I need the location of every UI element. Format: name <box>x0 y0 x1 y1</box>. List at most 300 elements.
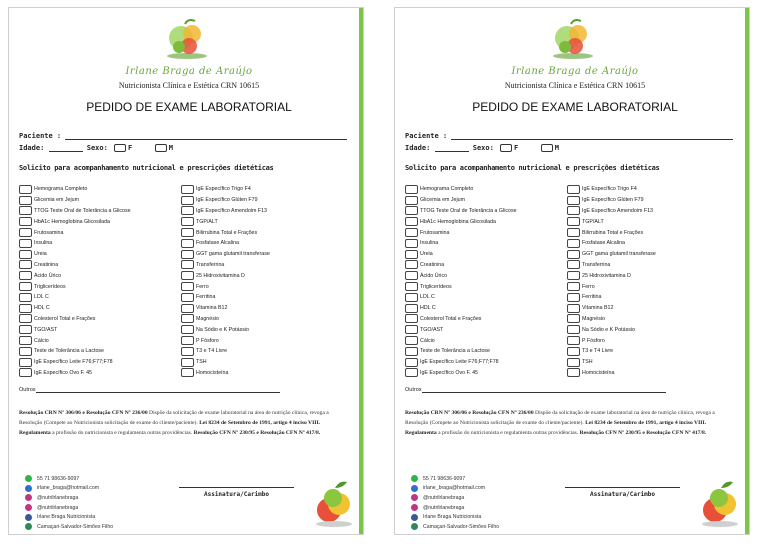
exam-label: HDL C <box>34 305 50 312</box>
exam-label: Magnésio <box>196 315 219 322</box>
legal-reference: Resolução CRN Nº 306/06 e Resolução CFN Nº 236/00 <box>405 410 534 416</box>
exam-item[interactable] <box>19 270 131 281</box>
exam-item[interactable] <box>19 216 131 227</box>
exam-item[interactable] <box>567 227 656 238</box>
exam-item[interactable] <box>181 184 270 195</box>
exam-label: Homocisteína <box>582 369 615 376</box>
brand-logo-icon <box>159 16 215 60</box>
exam-checkbox[interactable] <box>181 368 194 377</box>
paciente-field <box>19 132 347 140</box>
exam-label: Na Sódio e K Potássio <box>196 326 249 333</box>
exam-label: LDL C <box>34 294 49 301</box>
sexo-m-checkbox[interactable] <box>541 144 553 152</box>
exam-checkbox[interactable] <box>405 260 418 269</box>
exam-label: Ácido Úrico <box>34 272 62 279</box>
exam-item[interactable] <box>181 357 270 368</box>
exam-label: Magnésio <box>582 315 605 322</box>
outros-line[interactable] <box>36 387 280 393</box>
exam-checkbox[interactable] <box>567 314 580 323</box>
exam-item[interactable] <box>181 238 270 249</box>
signature-line: Assinatura/Carimbo <box>565 487 680 498</box>
contact-list <box>411 474 499 532</box>
exam-checkbox[interactable] <box>181 260 194 269</box>
exam-checkbox[interactable] <box>567 282 580 291</box>
exam-checkbox[interactable] <box>405 325 418 334</box>
exam-checkbox[interactable] <box>405 185 418 194</box>
exam-checkbox[interactable] <box>567 185 580 194</box>
exam-label: IgE Específico Ovo F. 45 <box>420 369 478 376</box>
legal-law: Lei 8234 de Setembro de 1991, artigo 4 inciso VIII. Regulamenta <box>405 420 707 436</box>
paciente-label: Paciente : <box>405 132 448 140</box>
instagram-icon <box>25 504 32 511</box>
exam-checkbox[interactable] <box>19 239 32 248</box>
legal-text-1: Dispõe da solicitação de exame laboratorial na área de nutrição clínica, revoga a Resolução (Compete ao Nutricionista solicitação de exame do cliente/paciente). <box>405 410 715 426</box>
exam-label: Glicemia em Jejum <box>34 197 80 204</box>
exam-item[interactable] <box>19 335 131 346</box>
exam-item[interactable] <box>19 206 131 217</box>
exam-item[interactable] <box>567 184 656 195</box>
exam-checkbox[interactable] <box>19 228 32 237</box>
exam-label: Frutosamina <box>420 229 450 236</box>
exam-item[interactable] <box>19 324 131 335</box>
exam-checkbox[interactable] <box>405 347 418 356</box>
contact-text: Irlane Braga Nutricionista <box>37 514 96 521</box>
exam-item[interactable] <box>405 335 517 346</box>
exam-item[interactable] <box>181 270 270 281</box>
exam-item[interactable] <box>567 303 656 314</box>
exam-item[interactable] <box>405 249 517 260</box>
exam-item[interactable] <box>567 335 656 346</box>
legal-reference: Resolução CRN Nº 306/06 e Resolução CFN Nº 236/00 <box>19 410 148 416</box>
exam-checkbox[interactable] <box>19 304 32 313</box>
exam-label: Insulina <box>34 240 53 247</box>
exam-item[interactable] <box>567 195 656 206</box>
exam-checkbox[interactable] <box>19 325 32 334</box>
exam-checkbox[interactable] <box>567 228 580 237</box>
exam-label: Triglicerídeos <box>420 283 452 290</box>
exam-label: T3 e T4 Livre <box>196 348 228 355</box>
exam-item[interactable] <box>567 260 656 271</box>
exam-label: IgE Específico Trigo F4 <box>582 186 637 193</box>
exam-checkbox[interactable] <box>567 196 580 205</box>
exam-item[interactable] <box>567 314 656 325</box>
exam-checkbox[interactable] <box>181 239 194 248</box>
contact-text: @nutrilrlanebraga <box>423 504 465 511</box>
exam-checkbox[interactable] <box>19 217 32 226</box>
exam-item[interactable] <box>181 206 270 217</box>
exam-item[interactable] <box>405 368 517 379</box>
exam-checkbox[interactable] <box>19 206 32 215</box>
exam-checkbox[interactable] <box>405 358 418 367</box>
outros-line[interactable] <box>422 387 666 393</box>
exam-label: Hemograma Completo <box>34 186 88 193</box>
brand-logo-icon <box>545 16 601 60</box>
exam-label: Ureia <box>420 251 433 258</box>
exam-label: Ureia <box>34 251 47 258</box>
prescription-sheet-right <box>394 7 750 535</box>
exam-item[interactable] <box>405 346 517 357</box>
exam-label: Colesterol Total e Frações <box>34 315 96 322</box>
exam-label: Ferro <box>582 283 595 290</box>
instagram-icon <box>411 494 418 501</box>
exam-label: Transferrina <box>196 261 225 268</box>
exam-item[interactable] <box>19 227 131 238</box>
exam-label: TSH <box>196 359 207 366</box>
exam-label: Ácido Úrico <box>420 272 448 279</box>
exam-label: TGO/AST <box>420 326 444 333</box>
exam-label: Glicemia em Jejum <box>420 197 466 204</box>
exam-item[interactable] <box>567 292 656 303</box>
exam-item[interactable] <box>19 281 131 292</box>
sexo-m-checkbox[interactable] <box>155 144 167 152</box>
exam-checkbox[interactable] <box>567 358 580 367</box>
exam-item[interactable] <box>567 249 656 260</box>
exam-label: IgE Específico Leite F76;F77;F78 <box>34 359 113 366</box>
exam-label: Fosfatase Alcalina <box>196 240 239 247</box>
exam-item[interactable] <box>405 281 517 292</box>
contact-list <box>25 474 113 532</box>
exam-checkbox[interactable] <box>19 196 32 205</box>
exam-label: P Fósforo <box>582 337 605 344</box>
facebook-icon <box>25 514 32 521</box>
exam-checkbox[interactable] <box>19 293 32 302</box>
exam-checkbox[interactable] <box>181 304 194 313</box>
exam-label: IgE Específico Ovo F. 45 <box>34 369 92 376</box>
sexo-m-label: M <box>168 144 173 152</box>
exam-label: IgE Específico Amendoim F13 <box>196 207 267 214</box>
exam-column-right <box>567 184 656 378</box>
exam-checkbox[interactable] <box>181 282 194 291</box>
exam-checkbox[interactable] <box>405 250 418 259</box>
exam-item[interactable] <box>181 368 270 379</box>
exam-checkbox[interactable] <box>19 336 32 345</box>
legal-note <box>405 408 735 438</box>
exam-checkbox[interactable] <box>19 271 32 280</box>
exam-label: 25 Hidroxivitamina D <box>196 272 245 279</box>
exam-item[interactable] <box>567 324 656 335</box>
exam-label: Hemograma Completo <box>420 186 474 193</box>
exam-label: Ferritina <box>582 294 602 301</box>
exam-item[interactable] <box>181 324 270 335</box>
exam-label: Na Sódio e K Potássio <box>582 326 635 333</box>
exam-item[interactable] <box>405 227 517 238</box>
contact-text: irlane_braga@hotmail.com <box>423 485 486 492</box>
exam-item[interactable] <box>405 357 517 368</box>
sexo-label: Sexo: <box>86 144 108 152</box>
exam-label: Insulina <box>420 240 439 247</box>
exam-item[interactable] <box>405 324 517 335</box>
exam-item[interactable] <box>19 357 131 368</box>
exam-item[interactable] <box>19 249 131 260</box>
contact-item <box>25 503 113 513</box>
legal-law: Lei 8234 de Setembro de 1991, artigo 4 inciso VIII. Regulamenta <box>19 420 321 436</box>
exam-label: Frutosamina <box>34 229 64 236</box>
exam-item[interactable] <box>405 206 517 217</box>
exam-item[interactable] <box>19 314 131 325</box>
instagram-icon <box>411 504 418 511</box>
exam-checkbox[interactable] <box>181 325 194 334</box>
sexo-f-checkbox[interactable] <box>114 144 126 152</box>
exam-checkbox[interactable] <box>19 250 32 259</box>
exam-item[interactable] <box>181 216 270 227</box>
exam-checkbox[interactable] <box>181 206 194 215</box>
exam-checkbox[interactable] <box>19 185 32 194</box>
exam-checkbox[interactable] <box>181 271 194 280</box>
exam-item[interactable] <box>181 292 270 303</box>
exam-label: HbA1c Hemoglobina Glicosilada <box>34 218 110 225</box>
exam-checkbox[interactable] <box>567 206 580 215</box>
exam-label: Teste de Tolerância a Lactose <box>34 348 104 355</box>
exam-checkbox[interactable] <box>181 336 194 345</box>
prescription-sheet-left <box>8 7 364 535</box>
exam-label: Cálcio <box>34 337 49 344</box>
exam-label: IgE Específico Amendoim F13 <box>582 207 653 214</box>
exam-checkbox[interactable] <box>405 293 418 302</box>
exam-item[interactable] <box>181 281 270 292</box>
request-subtitle: Solicito para acompanhamento nutricional e prescrições dietéticas <box>19 164 274 172</box>
exam-item[interactable] <box>19 292 131 303</box>
exam-label: Cálcio <box>420 337 435 344</box>
exam-checkbox[interactable] <box>567 217 580 226</box>
contact-item <box>411 493 499 503</box>
exam-checkbox[interactable] <box>567 336 580 345</box>
exam-label: Ferro <box>196 283 209 290</box>
exam-checkbox[interactable] <box>405 217 418 226</box>
exam-label: Homocisteína <box>196 369 229 376</box>
exam-label: Triglicerídeos <box>34 283 66 290</box>
exam-item[interactable] <box>567 346 656 357</box>
legal-text-1: Dispõe da solicitação de exame laboratorial na área de nutrição clínica, revoga a Resolução (Compete ao Nutricionista solicitação de exame do cliente/paciente). <box>19 410 329 426</box>
exam-checkbox[interactable] <box>181 314 194 323</box>
exam-column-left <box>405 184 517 378</box>
exam-label: TGP/ALT <box>196 218 218 225</box>
exam-checkbox[interactable] <box>19 347 32 356</box>
exam-checkbox[interactable] <box>19 282 32 291</box>
exam-checkbox[interactable] <box>405 206 418 215</box>
exam-item[interactable] <box>405 292 517 303</box>
email-icon <box>25 485 32 492</box>
exam-item[interactable] <box>567 206 656 217</box>
contact-item <box>411 503 499 513</box>
exam-item[interactable] <box>405 303 517 314</box>
legal-text-2: a profissão do nutricionista e regulamenta outras providências. <box>50 430 194 436</box>
contact-item <box>411 522 499 532</box>
whatsapp-icon <box>25 475 32 482</box>
contact-text: irlane_braga@hotmail.com <box>37 485 100 492</box>
idade-sexo-field <box>405 144 559 152</box>
exam-item[interactable] <box>405 238 517 249</box>
exam-label: Colesterol Total e Frações <box>420 315 482 322</box>
contact-text: Camaçari-Salvador-Simões Filho <box>423 523 500 530</box>
contact-item <box>25 512 113 522</box>
exam-item[interactable] <box>19 368 131 379</box>
exam-checkbox[interactable] <box>567 271 580 280</box>
exam-label: 25 Hidroxivitamina D <box>582 272 631 279</box>
fruit-decoration-icon <box>697 478 743 528</box>
paciente-field <box>405 132 733 140</box>
exam-item[interactable] <box>405 216 517 227</box>
exam-checkbox[interactable] <box>181 228 194 237</box>
page-title: PEDIDO DE EXAME LABORATORIAL <box>472 100 678 114</box>
exam-checkbox[interactable] <box>405 228 418 237</box>
instagram-icon <box>25 494 32 501</box>
contact-text: @nutrilrlanebraga <box>37 504 79 511</box>
exam-item[interactable] <box>567 357 656 368</box>
contact-text: Camaçari-Salvador-Simões Filho <box>37 523 114 530</box>
exam-checkbox[interactable] <box>405 239 418 248</box>
contact-item <box>411 484 499 494</box>
exam-label: IgE Específico Trigo F4 <box>196 186 251 193</box>
exam-checkbox[interactable] <box>567 293 580 302</box>
exam-item[interactable] <box>181 249 270 260</box>
contact-text: 55 71 98636-9097 <box>37 475 80 482</box>
exam-item[interactable] <box>181 260 270 271</box>
exam-checkbox[interactable] <box>181 217 194 226</box>
legal-note <box>19 408 349 438</box>
exam-checkbox[interactable] <box>567 304 580 313</box>
exam-item[interactable] <box>567 368 656 379</box>
exam-checkbox[interactable] <box>567 239 580 248</box>
exam-checkbox[interactable] <box>405 304 418 313</box>
exam-item[interactable] <box>567 238 656 249</box>
exam-checkbox[interactable] <box>19 314 32 323</box>
exam-label: Fosfatase Alcalina <box>582 240 625 247</box>
exam-item[interactable] <box>567 216 656 227</box>
exam-checkbox[interactable] <box>405 336 418 345</box>
exam-label: IgE Específico Glúten F79 <box>582 197 644 204</box>
exam-label: TTOG Teste Oral de Tolerância a Glicose <box>34 207 131 214</box>
exam-label: Transferrina <box>582 261 611 268</box>
exam-checkbox[interactable] <box>181 185 194 194</box>
exam-item[interactable] <box>19 238 131 249</box>
exam-label: TTOG Teste Oral de Tolerância a Glicose <box>420 207 517 214</box>
exam-checkbox[interactable] <box>19 358 32 367</box>
exam-checkbox[interactable] <box>405 368 418 377</box>
exam-item[interactable] <box>181 314 270 325</box>
paciente-line[interactable] <box>65 133 347 140</box>
whatsapp-icon <box>411 475 418 482</box>
idade-label: Idade: <box>19 144 45 152</box>
exam-label: TGP/ALT <box>582 218 604 225</box>
exam-item[interactable] <box>19 303 131 314</box>
signature-line: Assinatura/Carimbo <box>179 487 294 498</box>
exam-checkbox[interactable] <box>405 282 418 291</box>
exam-checkbox[interactable] <box>567 260 580 269</box>
exam-label: Teste de Tolerância a Lactose <box>420 348 490 355</box>
exam-label: TGO/AST <box>34 326 58 333</box>
exam-item[interactable] <box>405 260 517 271</box>
exam-item[interactable] <box>19 184 131 195</box>
location-icon <box>25 523 32 530</box>
request-subtitle: Solicito para acompanhamento nutricional e prescrições dietéticas <box>405 164 660 172</box>
exam-checkbox[interactable] <box>567 250 580 259</box>
outros-field <box>405 387 666 393</box>
exam-checkbox[interactable] <box>567 368 580 377</box>
exam-label: GGT gama glutamil transferase <box>582 251 656 258</box>
exam-label: P Fósforo <box>196 337 219 344</box>
exam-checkbox[interactable] <box>405 196 418 205</box>
exam-item[interactable] <box>567 270 656 281</box>
paciente-label: Paciente : <box>19 132 62 140</box>
idade-sexo-field <box>19 144 173 152</box>
exam-item[interactable] <box>19 260 131 271</box>
contact-item <box>411 512 499 522</box>
location-icon <box>411 523 418 530</box>
exam-item[interactable] <box>567 281 656 292</box>
sexo-f-label: F <box>128 144 133 152</box>
exam-item[interactable] <box>405 184 517 195</box>
email-icon <box>411 485 418 492</box>
exam-item[interactable] <box>181 303 270 314</box>
brand-name: Irlane Braga de Araújo <box>125 66 253 77</box>
legal-reference-2: Resolução CFN Nº 230/95 e Resolução CFN Nº 417/8. <box>579 430 707 436</box>
contact-item <box>25 474 113 484</box>
idade-label: Idade: <box>405 144 431 152</box>
exam-label: GGT gama glutamil transferase <box>196 251 270 258</box>
exam-item[interactable] <box>19 195 131 206</box>
exam-item[interactable] <box>181 195 270 206</box>
exam-label: Ferritina <box>196 294 216 301</box>
paciente-line[interactable] <box>451 133 733 140</box>
exam-label: Bilirrubina Total e Frações <box>582 229 644 236</box>
exam-label: Creatinina <box>34 261 59 268</box>
exam-item[interactable] <box>181 335 270 346</box>
outros-label: Outros <box>19 387 36 393</box>
outros-field <box>19 387 280 393</box>
contact-text: @nutrilrlanebraga <box>423 494 465 501</box>
sexo-f-checkbox[interactable] <box>500 144 512 152</box>
sexo-label: Sexo: <box>472 144 494 152</box>
contact-item <box>25 522 113 532</box>
exam-checkbox[interactable] <box>181 358 194 367</box>
exam-item[interactable] <box>405 270 517 281</box>
exam-checkbox[interactable] <box>19 368 32 377</box>
exam-item[interactable] <box>405 314 517 325</box>
exam-label: Bilirrubina Total e Frações <box>196 229 258 236</box>
exam-checkbox[interactable] <box>181 250 194 259</box>
exam-column-left <box>19 184 131 378</box>
idade-line[interactable] <box>49 145 83 152</box>
legal-reference-2: Resolução CFN Nº 230/95 e Resolução CFN Nº 417/8. <box>193 430 321 436</box>
contact-text: Irlane Braga Nutricionista <box>423 514 482 521</box>
brand-name: Irlane Braga de Araújo <box>511 66 639 77</box>
exam-checkbox[interactable] <box>567 325 580 334</box>
exam-checkbox[interactable] <box>405 271 418 280</box>
exam-label: LDL C <box>420 294 435 301</box>
fruit-decoration-icon <box>311 478 357 528</box>
exam-label: HbA1c Hemoglobina Glicosilada <box>420 218 496 225</box>
exam-checkbox[interactable] <box>181 347 194 356</box>
exam-checkbox[interactable] <box>405 314 418 323</box>
exam-item[interactable] <box>181 346 270 357</box>
exam-checkbox[interactable] <box>181 196 194 205</box>
brand-subtitle: Nutricionista Clínica e Estética CRN 10615 <box>504 81 646 90</box>
contact-text: @nutrilrlanebraga <box>37 494 79 501</box>
exam-checkbox[interactable] <box>181 293 194 302</box>
sexo-m-label: M <box>554 144 559 152</box>
exam-label: IgE Específico Leite F76;F77;F78 <box>420 359 499 366</box>
idade-line[interactable] <box>435 145 469 152</box>
exam-label: Vitamina B12 <box>582 305 614 312</box>
exam-label: T3 e T4 Livre <box>582 348 614 355</box>
contact-item <box>25 493 113 503</box>
exam-checkbox[interactable] <box>567 347 580 356</box>
exam-checkbox[interactable] <box>19 260 32 269</box>
exam-item[interactable] <box>405 195 517 206</box>
exam-item[interactable] <box>19 346 131 357</box>
exam-column-right <box>181 184 270 378</box>
exam-item[interactable] <box>181 227 270 238</box>
